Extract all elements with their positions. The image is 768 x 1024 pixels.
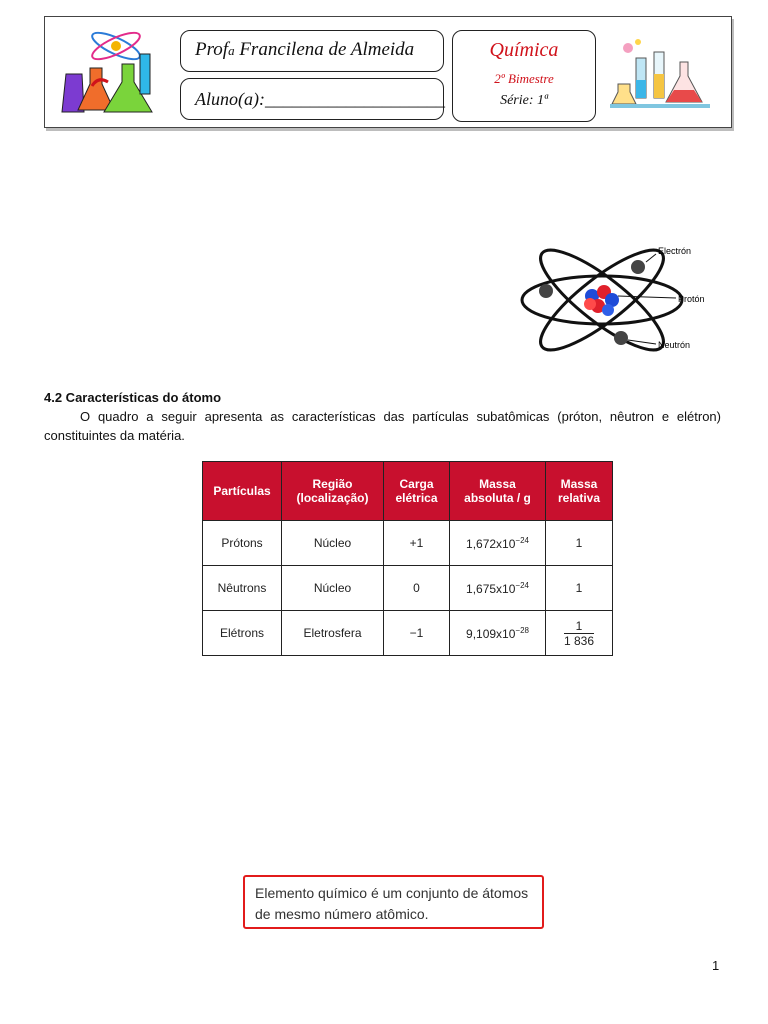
subject-title: Química — [489, 39, 559, 61]
header-absolute-mass: Massa absoluta / g — [450, 462, 546, 521]
cell-absolute-mass: $9,109x10^{-28}$ — [450, 611, 546, 656]
cell-absolute-mass: $1,675x10^{-24}$ — [450, 566, 546, 611]
electron-particle — [614, 331, 628, 345]
orbit-diagonal-b — [529, 236, 676, 364]
teacher-name: Francilena de Almeida — [239, 39, 415, 60]
proton-pointer — [618, 296, 676, 298]
cell-particle: Prótons — [203, 521, 282, 566]
electron-particle — [539, 284, 553, 298]
prof-prefix: Prof — [195, 39, 229, 60]
cell-particle: Nêutrons — [203, 566, 282, 611]
cell-region: Núcleo — [282, 521, 384, 566]
cell-relative-mass: 1 — [546, 566, 613, 611]
header-particles: Partículas — [203, 462, 282, 521]
electron-particle — [631, 260, 645, 274]
cell-region: Eletrosfera — [282, 611, 384, 656]
cell-particle: Elétrons — [203, 611, 282, 656]
section-title: 4.2 Características do átomo — [44, 390, 222, 405]
cell-relative-mass: 1 — [546, 521, 613, 566]
bimester-label: 2º Bimestre — [494, 71, 554, 86]
table-row — [203, 611, 613, 656]
relative-mass-fraction: $\frac{1}{1 836}$ — [563, 618, 595, 648]
electron-pointer — [646, 254, 656, 262]
student-name-label: Aluno(a):____________________ — [195, 89, 445, 109]
cell-region: Núcleo — [282, 566, 384, 611]
header-region: Região (localização) — [282, 462, 384, 521]
orbit-diagonal-a — [529, 236, 676, 364]
teacher-name-box — [180, 30, 444, 72]
electron-label: Electrón — [658, 246, 692, 256]
cell-charge: 0 — [384, 566, 450, 611]
cell-charge: −1 — [384, 611, 450, 656]
neutron-label: Neutrón — [658, 340, 691, 350]
section-paragraph: O quadro a seguir apresenta as características das partículas subatômicas (próton, nêutron e elétron) constituintes da matéria. — [44, 409, 721, 443]
header-relative-mass: Massa relativa — [546, 462, 613, 521]
cell-charge: +1 — [384, 521, 450, 566]
particles-table — [202, 461, 613, 656]
definition-box — [243, 875, 544, 929]
student-name-box — [180, 78, 444, 120]
subject-box — [452, 30, 596, 122]
grade-label: Série: 1ª — [500, 93, 548, 108]
orbit-horizontal — [522, 276, 682, 324]
proton-label: Protón — [678, 294, 705, 304]
prof-ordinal: a — [228, 43, 235, 58]
page-number: 1 — [712, 958, 720, 973]
chemistry-clipart-left — [52, 24, 170, 120]
definition-text: Elemento químico é um conjunto de átomos de mesmo número atômico. — [255, 885, 529, 922]
nucleus — [584, 285, 619, 316]
table-row — [203, 566, 613, 611]
header-charge: Carga elétrica — [384, 462, 450, 521]
lab-glassware-clipart-right — [608, 34, 716, 118]
table-row — [203, 521, 613, 566]
table-header-row — [203, 462, 613, 521]
atom-diagram — [518, 234, 708, 366]
cell-relative-mass — [546, 611, 613, 656]
cell-absolute-mass: $1,672x10^{-24}$ — [450, 521, 546, 566]
